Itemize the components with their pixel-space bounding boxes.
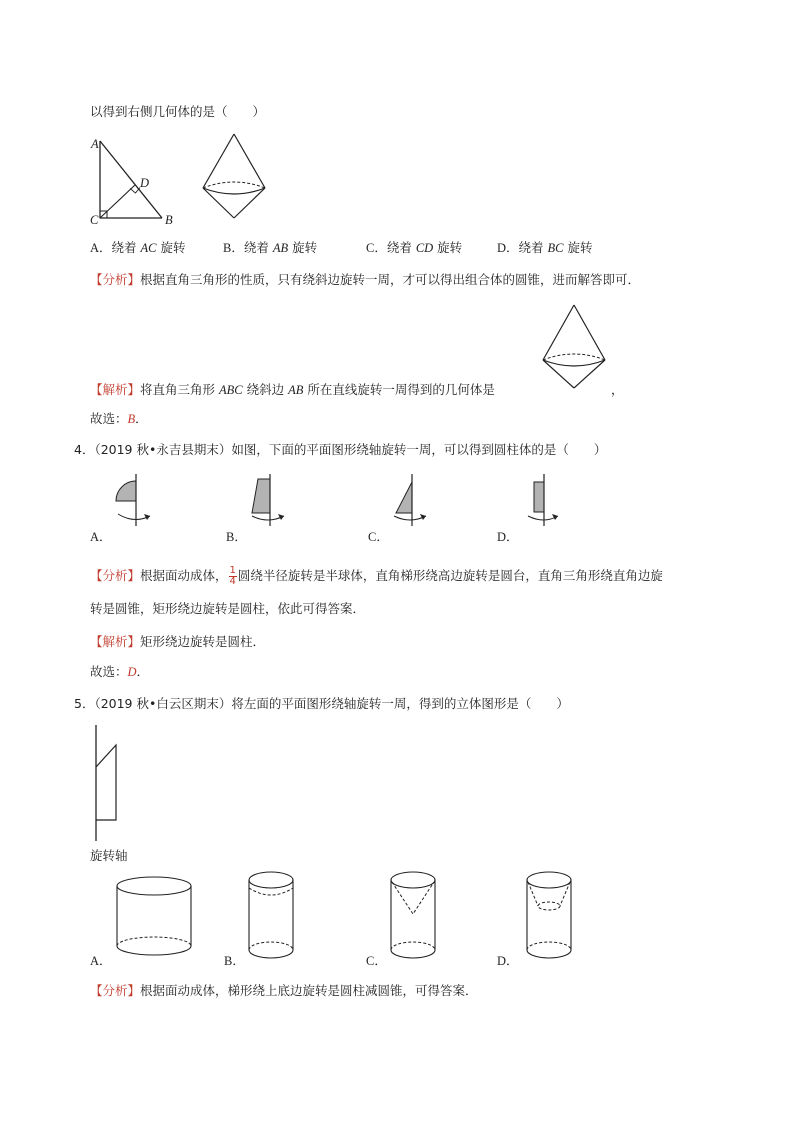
analysis-tag: 【分析】 <box>90 983 141 998</box>
q4-figure-a-quarter-circle <box>112 474 158 536</box>
q4-answer: 故选：D． <box>90 664 150 679</box>
q4-option-d: D． <box>497 530 519 544</box>
q4-stem: 4．（2019 秋•永吉县期末）如图，下面的平面图形绕轴旋转一周，可以得到圆柱体的是（ ） <box>74 442 607 457</box>
q3-answer: 故选：B． <box>90 411 148 426</box>
q5-option-c: C． <box>366 954 387 968</box>
q5-figure-a-cylinder <box>112 872 202 964</box>
q3-option-a: A．绕着 AC 旋转 <box>90 240 186 255</box>
q5-option-a: A． <box>90 954 112 968</box>
analysis-tag: 【分析】 <box>90 272 141 287</box>
q4-option-c: C． <box>368 530 389 544</box>
vertex-label-b: B <box>165 213 173 227</box>
q4-analysis-line2: 转是圆锥，矩形绕边旋转是圆柱，依此可得答案． <box>90 601 366 616</box>
q3-double-cone-figure <box>200 130 270 222</box>
vertex-label-c: C <box>90 213 99 227</box>
q4-option-a: A． <box>90 530 112 544</box>
vertex-label-a: A <box>91 137 99 151</box>
solution-tag: 【解析】 <box>90 382 141 397</box>
q5-analysis: 【分析】根据面动成体，梯形绕上底边旋转是圆柱减圆锥，可得答案． <box>90 983 478 998</box>
q4-figure-d-rectangle <box>526 474 572 536</box>
q4-figure-c-triangle <box>390 474 436 536</box>
rotation-axis-label: 旋转轴 <box>90 848 128 863</box>
q3-option-b: B．绕着 AB 旋转 <box>223 240 318 255</box>
q3-solution: 【解析】将直角三角形 ABC 绕斜边 AB 所在直线旋转一周得到的几何体是 <box>90 382 495 397</box>
q5-option-d: D． <box>497 954 519 968</box>
solution-tag: 【解析】 <box>90 634 141 649</box>
q5-figure-c-cylinder-minus-cone <box>386 868 446 964</box>
vertex-label-d: D <box>140 176 150 190</box>
q3-option-c: C．绕着 CD 旋转 <box>366 240 463 255</box>
analysis-tag: 【分析】 <box>90 568 141 583</box>
q5-stem: 5．（2019 秋•白云区期末）将左面的平面图形绕轴旋转一周，得到的立体图形是（ ） <box>74 696 569 711</box>
q5-trapezoid-on-axis-figure <box>90 725 130 845</box>
q3-analysis: 【分析】根据直角三角形的性质，只有绕斜边旋转一周，才可以得出组合体的圆锥，进而解答即可． <box>90 272 641 287</box>
q3-option-d: D．绕着 BC 旋转 <box>497 240 593 255</box>
q3-stem-tail: 以得到右侧几何体的是（ ） <box>90 104 266 119</box>
q4-option-b: B． <box>226 530 247 544</box>
q5-figure-b-cylinder <box>244 868 304 964</box>
q4-figure-b-trapezoid <box>248 474 294 536</box>
fraction-one-quarter: $\frac{1}{4}$ <box>229 565 236 587</box>
q5-option-b: B． <box>224 954 245 968</box>
q4-solution: 【解析】矩形绕边旋转是圆柱． <box>90 634 266 649</box>
q4-analysis: 【分析】根据面动成体， $\frac{1}{4}$ 圆绕半径旋转是半球体，直角梯形绕高边旋转是圆台，直角三角形绕直角边旋 <box>90 565 663 587</box>
q3-solution-comma: ， <box>611 382 624 397</box>
q5-figure-d-cylinder-minus-frustum <box>522 868 582 964</box>
q3-solution-cone-figure <box>540 302 610 394</box>
